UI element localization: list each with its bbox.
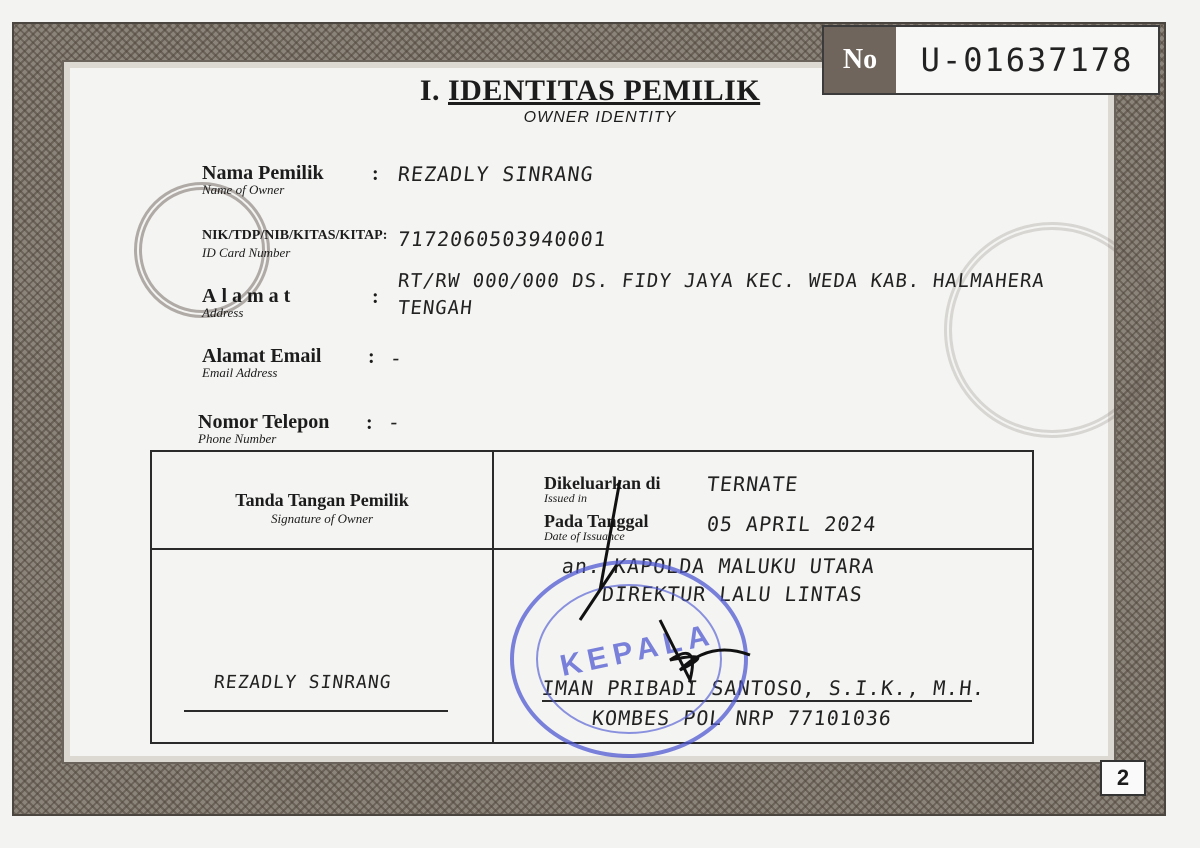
official-rank: KOMBES POL NRP 77101036 xyxy=(590,706,894,730)
table-divider-vertical xyxy=(492,452,494,742)
issue-date-label-en: Date of Issuance xyxy=(544,529,625,543)
decorative-rosette-icon xyxy=(944,222,1160,438)
owner-id-value: 7172060503940001 xyxy=(396,227,608,251)
police-stamp-text: KEPALA xyxy=(557,618,718,683)
owner-email-label-id: Alamat Email xyxy=(202,345,322,367)
owner-phone-label-id: Nomor Telepon xyxy=(198,411,330,433)
owner-name-label-en: Name of Owner xyxy=(202,182,285,197)
owner-address-label-id: Alamat xyxy=(202,285,296,307)
owner-name-label xyxy=(202,163,324,197)
issue-date-label-id: Pada Tanggal xyxy=(544,511,649,531)
official-signature-icon xyxy=(560,470,760,700)
owner-id-label-id: NIK/TDP/NIB/KITAS/KITAP: xyxy=(202,228,388,243)
owner-id-label xyxy=(202,226,387,260)
document-number-box xyxy=(822,25,1160,95)
owner-address-label xyxy=(202,286,295,320)
colon: : xyxy=(366,412,373,434)
colon: : xyxy=(368,346,375,368)
section-subtitle: OWNER IDENTITY xyxy=(523,109,677,126)
issue-date-value: 05 APRIL 2024 xyxy=(705,512,878,536)
owner-name-label-id: Nama Pemilik xyxy=(202,162,324,184)
owner-name-value: REZADLY SINRANG xyxy=(396,162,595,186)
owner-id-label-en: ID Card Number xyxy=(202,245,291,260)
owner-address-line1: RT/RW 000/000 DS. FIDY JAYA KEC. WEDA KAB. HALMAHERA xyxy=(396,270,1046,292)
owner-signature-label xyxy=(152,490,492,527)
owner-phone-value: - xyxy=(386,410,403,434)
colon: : xyxy=(372,163,379,185)
section-title-text: IDENTITAS PEMILIK xyxy=(448,74,761,107)
owner-signature-line xyxy=(184,710,448,712)
official-title-line1: an. KAPOLDA MALUKU UTARA xyxy=(560,554,877,578)
owner-signature-label-en: Signature of Owner xyxy=(270,511,374,526)
owner-signature-label-id: Tanda Tangan Pemilik xyxy=(235,490,409,510)
issued-in-label-id: Dikeluarkan di xyxy=(544,473,661,493)
section-title xyxy=(410,74,770,108)
document-number-value: U-01637178 xyxy=(920,41,1134,79)
owner-email-value: - xyxy=(388,346,405,370)
official-title-line2: DIREKTUR LALU LINTAS xyxy=(600,582,865,606)
official-name: IMAN PRIBADI SANTOSO, S.I.K., M.H. xyxy=(540,676,987,700)
page-number: 2 xyxy=(1100,760,1146,796)
colon: : xyxy=(372,286,379,308)
owner-address-label-en: Address xyxy=(202,305,244,320)
owner-phone-label-en: Phone Number xyxy=(198,431,277,446)
owner-email-label xyxy=(202,346,321,380)
section-title-roman: I. xyxy=(419,74,440,107)
owner-phone-label xyxy=(198,412,329,446)
owner-signature-name: REZADLY SINRANG xyxy=(212,672,393,693)
owner-email-label-en: Email Address xyxy=(202,365,278,380)
document-number-label: No xyxy=(824,27,896,93)
owner-address-line2: TENGAH xyxy=(396,297,474,319)
issued-in-label-en: Issued in xyxy=(544,491,587,505)
issued-in-value: TERNATE xyxy=(705,472,800,496)
